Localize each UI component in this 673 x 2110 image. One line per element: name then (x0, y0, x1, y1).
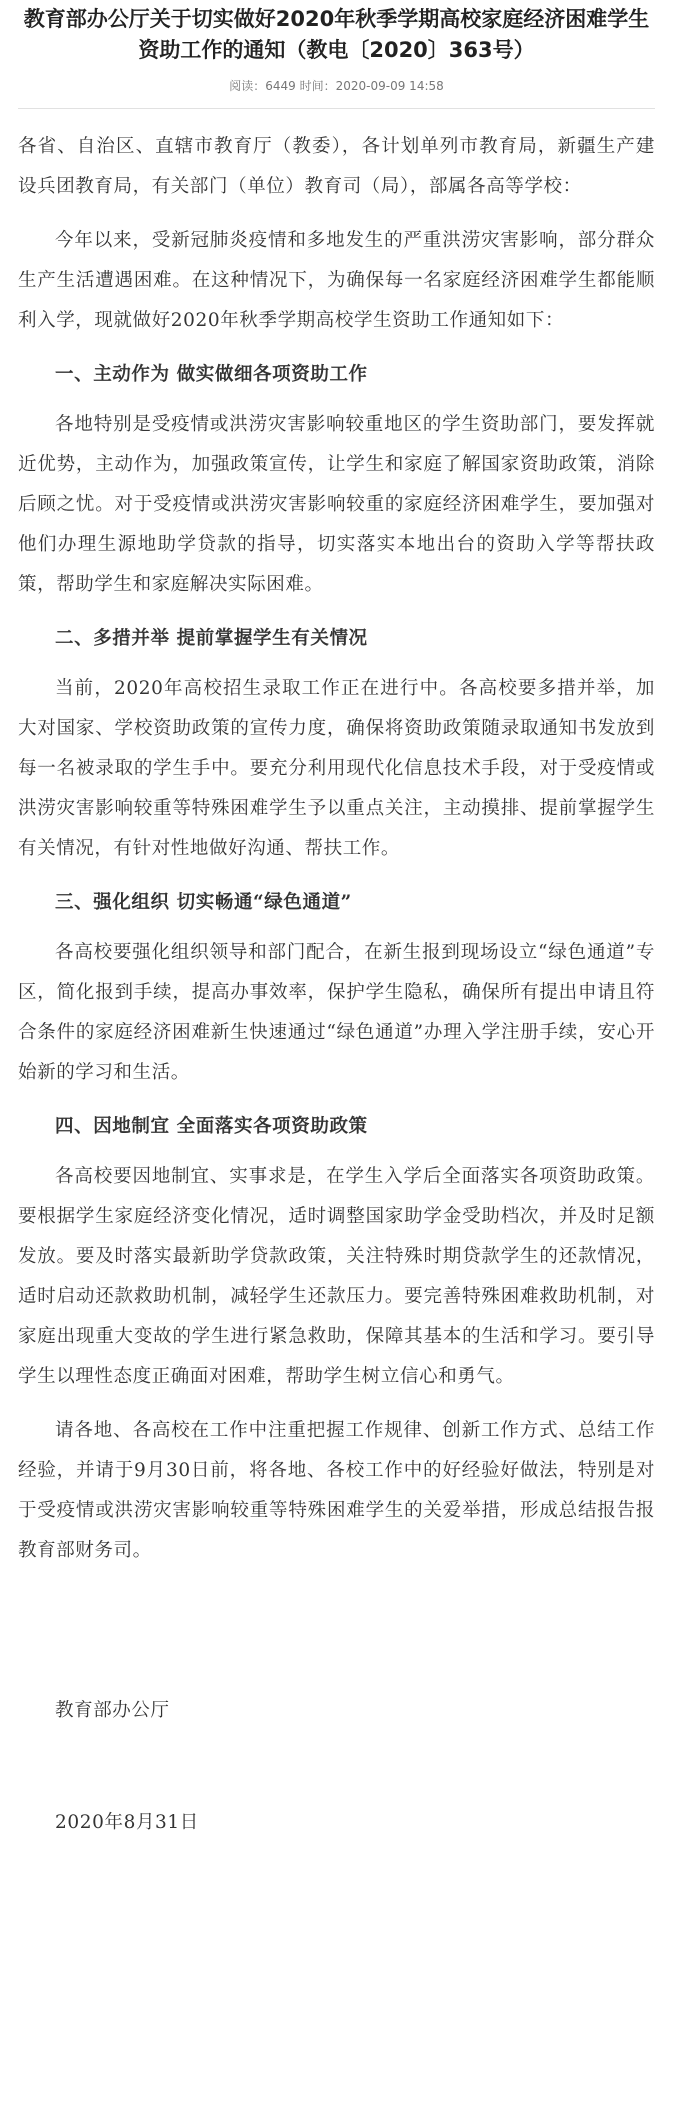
salutation: 各省、自治区、直辖市教育厅（教委），各计划单列市教育局，新疆生产建设兵团教育局，有关部门（单位）教育司（局），部属各高等学校： (18, 136, 655, 197)
intro-paragraph: 今年以来，受新冠肺炎疫情和多地发生的严重洪涝灾害影响，部分群众生产生活遭遇困难。在这种情况下，为确保每一名家庭经济困难学生都能顺利入学，现就做好2020年秋季学期高校学生资助工作通知如下： (18, 230, 655, 331)
section-text-4: 各高校要因地制宜、实事求是，在学生入学后全面落实各项资助政策。要根据学生家庭经济变化情况，适时调整国家助学金受助档次，并及时足额发放。要及时落实最新助学贷款政策，关注特殊时期贷款学生的还款情况，适时启动还款救助机制，减轻学生还款压力。要完善特殊困难救助机制，对家庭出现重大变故的学生进行紧急救助，保障其基本的生活和学习。要引导学生以理性态度正确面对困难，帮助学生树立信心和勇气。 (18, 1166, 655, 1387)
article-meta (18, 76, 655, 96)
time-label: 时间： (299, 79, 336, 93)
section-heading-4: 四、因地制宜 全面落实各项资助政策 (55, 1116, 368, 1137)
article-title: 教育部办公厅关于切实做好2020年秋季学期高校家庭经济困难学生资助工作的通知（教电〔2020〕363号） (23, 7, 650, 62)
section-heading-2: 二、多措并举 提前掌握学生有关情况 (55, 628, 368, 649)
signature-org: 教育部办公厅 (55, 1700, 170, 1721)
section-text-2: 当前，2020年高校招生录取工作正在进行中。各高校要多措并举，加大对国家、学校资助政策的宣传力度，确保将资助政策随录取通知书发放到每一名被录取的学生手中。要充分利用现代化信息技术手段，对于受疫情或洪涝灾害影响较重等特殊困难学生予以重点关注，主动摸排、提前掌握学生有关情况，有针对性地做好沟通、帮扶工作。 (18, 678, 655, 859)
closing-paragraph: 请各地、各高校在工作中注重把握工作规律、创新工作方式、总结工作经验，并请于9月30日前，将各地、各校工作中的好经验好做法，特别是对于受疫情或洪涝灾害影响较重等特殊困难学生的关爱举措，形成总结报告报教育部财务司。 (18, 1420, 655, 1561)
views-label: 阅读： (229, 79, 266, 93)
publish-time: 2020-09-09 14:58 (335, 79, 444, 93)
views-count: 6449 (265, 79, 296, 93)
section-text-3: 各高校要强化组织领导和部门配合，在新生报到现场设立“绿色通道”专区，简化报到手续，提高办事效率，保护学生隐私，确保所有提出申请且符合条件的家庭经济困难新生快速通过“绿色通道”办理入学注册手续，安心开始新的学习和生活。 (18, 942, 655, 1083)
article-body (18, 127, 655, 1843)
title-divider (18, 108, 655, 109)
section-heading-3: 三、强化组织 切实畅通“绿色通道” (55, 892, 352, 913)
section-text-1: 各地特别是受疫情或洪涝灾害影响较重地区的学生资助部门，要发挥就近优势，主动作为，加强政策宣传，让学生和家庭了解国家资助政策，消除后顾之忧。对于受疫情或洪涝灾害影响较重的家庭经济困难学生，要加强对他们办理生源地助学贷款的指导，切实落实本地出台的资助入学等帮扶政策，帮助学生和家庭解决实际困难。 (18, 414, 655, 595)
section-heading-1: 一、主动作为 做实做细各项资助工作 (55, 364, 368, 385)
signature-date: 2020年8月31日 (55, 1812, 199, 1833)
